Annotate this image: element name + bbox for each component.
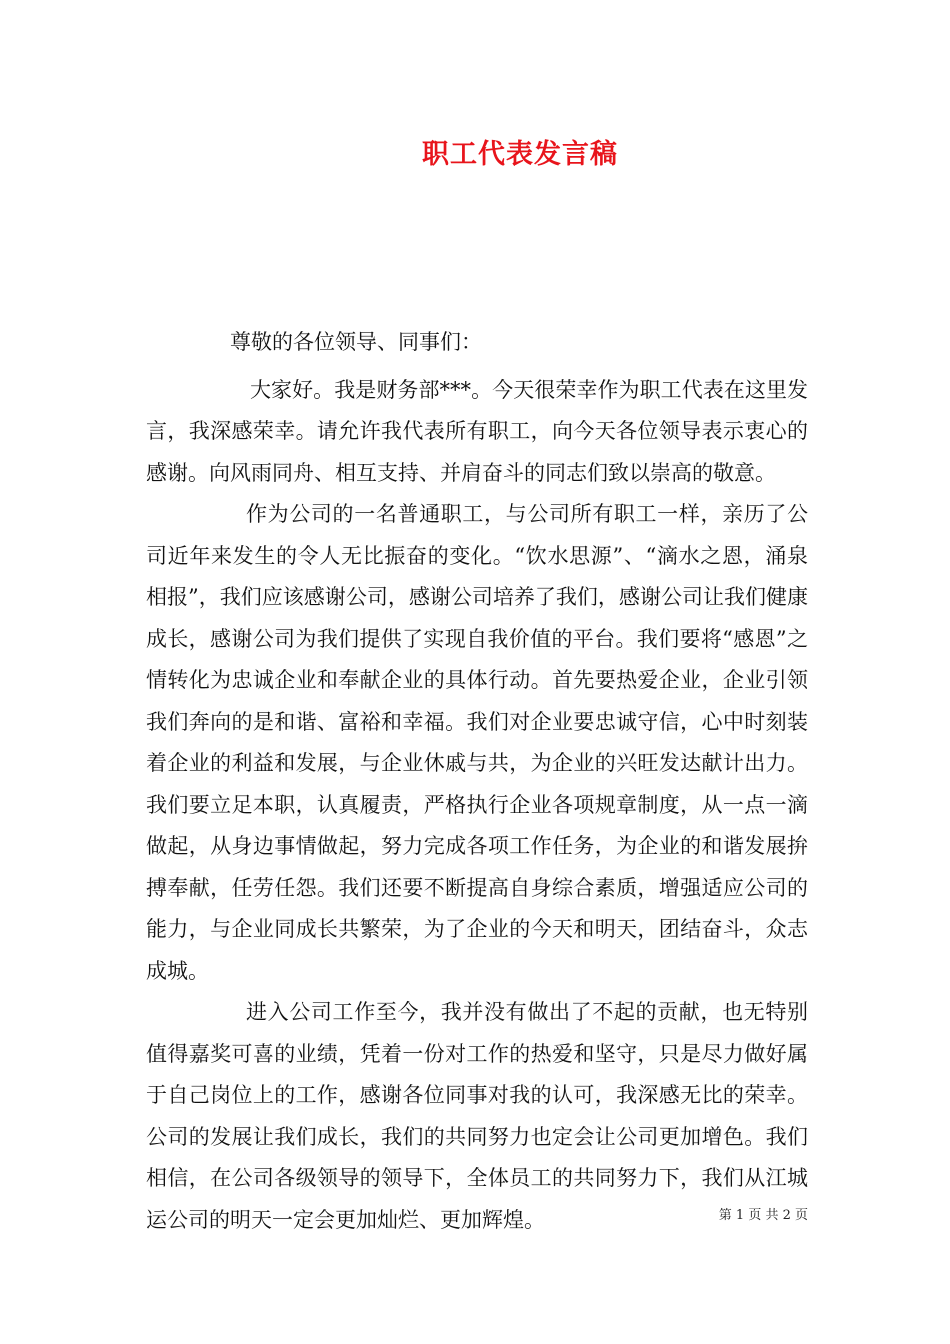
- paragraph: 作为公司的一名普通职工，与公司所有职工一样，亲历了公司近年来发生的令人无比振奋的变化。“饮水思源”、“滴水之恩，涌泉相报”，我们应该感谢公司，感谢公司培养了我们，感谢公司让我们健康成长，感谢公司为我们提供了实现自我价值的平台。我们要将“感恩”之情转化为忠诚企业和奉献企业的具体行动。首先要热爱企业，企业引领我们奔向的是和谐、富裕和幸福。我们对企业要忠诚守信，心中时刻装着企业的利益和发展，与企业休戚与共，为企业的兴旺发达献计出力。我们要立足本职，认真履责，严格执行企业各项规章制度，从一点一滴做起，从身边事情做起，努力完成各项工作任务，为企业的和谐发展拚搏奉献，任劳任怨。我们还要不断提高自身综合素质，增强适应公司的能力，与企业同成长共繁荣，为了企业的今天和明天，团结奋斗，众志成城。: [146, 502, 808, 983]
- paragraph: 进入公司工作至今，我并没有做出了不起的贡献，也无特别值得嘉奖可喜的业绩，凭着一份对工作的热爱和坚守，只是尽力做好属于自己岗位上的工作，感谢各位同事对我的认可，我深感无比的荣幸。公司的发展让我们成长，我们的共同努力也定会让公司更加增色。我们相信，在公司各级领导的领导下，全体员工的共同努力下，我们从江城运公司的明天一定会更加灿烂、更加辉煌。: [146, 1000, 808, 1232]
- document-body: [146, 322, 808, 1241]
- paragraph: 大家好。我是财务部***。今天很荣幸作为职工代表在这里发言，我深感荣幸。请允许我代表所有职工，向今天各位领导表示衷心的感谢。向风雨同舟、相互支持、并肩奋斗的同志们致以崇高的敬意。: [146, 377, 808, 485]
- document-title: 职工代表发言稿: [422, 139, 618, 170]
- page-number: 第 1 页 共 2 页: [718, 1208, 808, 1223]
- greeting: 尊敬的各位领导、同事们：: [230, 330, 482, 354]
